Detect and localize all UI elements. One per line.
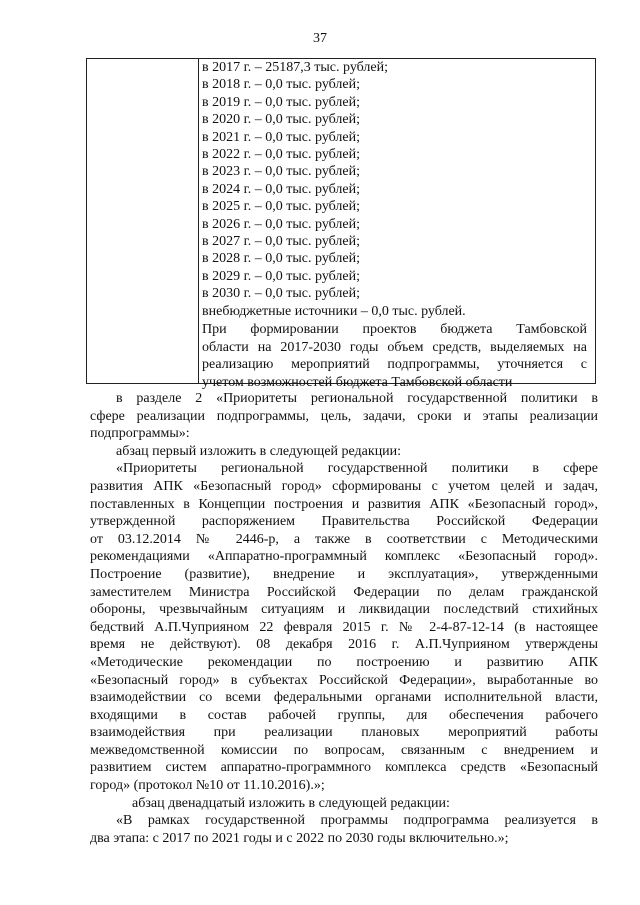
funding-year-line: в 2023 г. – 0,0 тыс. рублей; — [202, 164, 360, 180]
funding-year-line: в 2017 г. – 25187,3 тыс. рублей; — [202, 60, 388, 75]
instruction-first-paragraph: абзац первый изложить в следующей редакции: — [116, 443, 402, 459]
funding-year-line: в 2030 г. – 0,0 тыс. рублей; — [202, 286, 360, 302]
quote-line: «Приоритеты региональной государственной политики в сфере — [116, 461, 598, 477]
quote-line: рекомендациями «Аппаратно-программный комплекс «Безопасный город». — [90, 549, 598, 565]
quote-line: взаимодействии со всеми федеральными органами исполнительной власти, — [90, 690, 598, 706]
quote-line: время не действуют). 08 декабря 2016 г. А.П.Чуприяном утверждены — [90, 637, 598, 653]
budget-table — [86, 58, 596, 390]
quote-line: заместителем Министра Российской Федерации по делам гражданской — [90, 584, 598, 600]
quote-line: межведомственной комиссии по вопросам, связанным с внедрением и — [90, 742, 598, 758]
quote-line: развития АПК «Безопасный город» сформированы с учетом целей и задач, — [90, 478, 598, 494]
budget-note-line: области на 2017-2030 годы объем средств, выделяемых на — [202, 339, 587, 355]
funding-year-line: в 2028 г. – 0,0 тыс. рублей; — [202, 251, 360, 267]
section-intro-line: в разделе 2 «Приоритеты региональной государственной политики в — [116, 391, 598, 406]
quote-line: утвержденной распоряжением Правительства Российской Федерации — [90, 514, 598, 530]
budget-note-line: учетом возможностей бюджета Тамбовской области — [202, 374, 513, 390]
extrabudgetary-sources: внебюджетные источники – 0,0 тыс. рублей. — [202, 304, 466, 320]
quote-line: город» (протокол №10 от 11.10.2016).»; — [90, 778, 325, 794]
document-body — [90, 390, 598, 847]
quote-line: Построение (развитие), внедрение и эксплуатация», утвержденными — [90, 566, 598, 582]
page-number: 37 — [313, 31, 327, 46]
funding-year-line: в 2025 г. – 0,0 тыс. рублей; — [202, 199, 360, 215]
quote-line: поставленных в Концепции построения и развития АПК «Безопасный город», — [90, 496, 598, 512]
instruction-twelfth-paragraph: абзац двенадцатый изложить в следующей редакции: — [132, 795, 450, 811]
quote-line: бедствий А.П.Чуприяном 22 февраля 2015 г. № 2-4-87-12-14 (в настоящее — [90, 619, 598, 635]
section-intro-line: сфере реализации подпрограммы, цель, задачи, сроки и этапы реализации — [90, 408, 598, 424]
funding-year-line: в 2024 г. – 0,0 тыс. рублей; — [202, 181, 360, 197]
budget-note-line: При формировании проектов бюджета Тамбовской — [202, 322, 587, 338]
funding-year-line: в 2027 г. – 0,0 тыс. рублей; — [202, 233, 360, 249]
quote-line: «Безопасный город» в субъектах Российской Федерации», выработанные во — [90, 672, 598, 688]
funding-year-line: в 2029 г. – 0,0 тыс. рублей; — [202, 268, 360, 284]
quote-line: входящими в состав рабочей группы, для обеспечения рабочего — [90, 707, 598, 723]
table-column-divider — [198, 59, 199, 383]
funding-year-line: в 2021 г. – 0,0 тыс. рублей; — [202, 129, 360, 145]
funding-year-line: в 2019 г. – 0,0 тыс. рублей; — [202, 94, 360, 110]
budget-note-line: реализацию мероприятий подпрограммы, уточняется с — [202, 357, 587, 373]
quote-line: развитием систем аппаратно-программного комплекса средств «Безопасный — [90, 760, 598, 776]
quote-line: два этапа: с 2017 по 2021 годы и с 2022 по 2030 годы включительно.»; — [90, 830, 509, 846]
funding-year-line: в 2020 г. – 0,0 тыс. рублей; — [202, 112, 360, 128]
funding-year-line: в 2026 г. – 0,0 тыс. рублей; — [202, 216, 360, 232]
quote-line: от 03.12.2014 № 2446-р, а также в соответствии с Методическими — [90, 531, 598, 547]
quote-line: «Методические рекомендации по построению и развитию АПК — [90, 654, 598, 670]
quote-line: «В рамках государственной программы подпрограмма реализуется в — [116, 813, 598, 829]
section-intro-line: подпрограммы»: — [90, 426, 190, 442]
funding-year-line: в 2018 г. – 0,0 тыс. рублей; — [202, 77, 360, 93]
quote-line: обороны, чрезвычайным ситуациям и ликвидации последствий стихийных — [90, 602, 598, 618]
quote-line: взаимодействия при реализации плановых мероприятий работы — [90, 725, 598, 741]
funding-year-line: в 2022 г. – 0,0 тыс. рублей; — [202, 146, 360, 162]
table-right-cell — [202, 59, 587, 391]
